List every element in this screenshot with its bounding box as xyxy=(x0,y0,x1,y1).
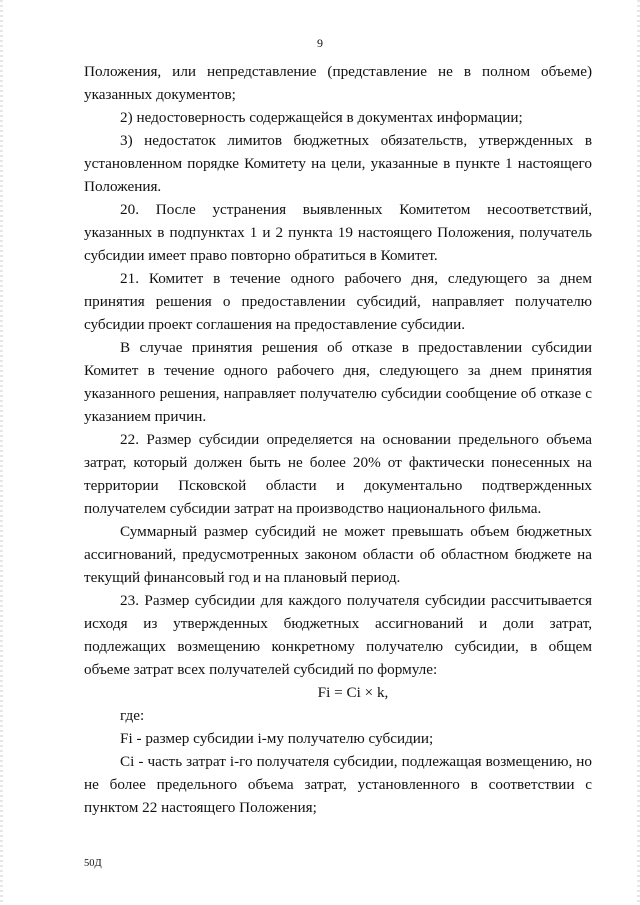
paragraph-def-fi: Fi - размер субсидии i-му получателю субсидии; xyxy=(120,730,434,747)
page-number: 9 xyxy=(317,36,323,50)
paragraph-refusal: В случае принятия решения об отказе в предоставлении субсидии Комитет в течение одного рабочего дня, следующего за днем принятия указанного решения, направляет получателю субсидии сообщение об отказе с указанием причин. xyxy=(84,339,592,425)
formula: Fi = Ci × k, xyxy=(317,684,389,701)
paragraph-item-2: 2) недостоверность содержащейся в документах информации; xyxy=(120,109,523,126)
paragraph-clause-21: 21. Комитет в течение одного рабочего дня, следующего за днем принятия решения о предоставлении субсидий, направляет получателю субсидии проект соглашения на предоставление субсидии. xyxy=(84,270,592,333)
paragraph-where: где: xyxy=(120,707,145,724)
paragraph-item-3: 3) недостаток лимитов бюджетных обязательств, утвержденных в установленном порядке Комитету на цели, указанные в пункте 1 настоящего Положения. xyxy=(84,132,592,195)
footer-code: 50Д xyxy=(84,858,102,869)
document-body xyxy=(84,60,592,819)
paragraph-total-limit: Суммарный размер субсидий не может превышать объем бюджетных ассигнований, предусмотренных законом области об областном бюджете на текущий финансовый год и на плановый период. xyxy=(84,523,592,586)
scan-edge-left xyxy=(0,0,3,905)
paragraph-def-ci: Ci - часть затрат i-го получателя субсидии, подлежащая возмещению, но не более предельного объема затрат, установленного в соответствии с пунктом 22 настоящего Положения; xyxy=(84,753,592,816)
paragraph-continuation: Положения, или непредставление (представление не в полном объеме) указанных документов; xyxy=(84,63,592,103)
paragraph-clause-20: 20. После устранения выявленных Комитетом несоответствий, указанных в подпунктах 1 и 2 пункта 19 настоящего Положения, получатель субсидии имеет право повторно обратиться в Комитет. xyxy=(84,201,592,264)
paragraph-clause-22: 22. Размер субсидии определяется на основании предельного объема затрат, который должен быть не более 20% от фактически понесенных на территории Псковской области и документально подтвержденных получателем субсидии затрат на производство национального фильма. xyxy=(84,431,592,517)
paragraph-clause-23: 23. Размер субсидии для каждого получателя субсидии рассчитывается исходя из утвержденных бюджетных ассигнований и доли затрат, подлежащих возмещению конкретному получателю субсидии, в общем объеме затрат всех получателей субсидий по формуле: xyxy=(84,592,592,678)
